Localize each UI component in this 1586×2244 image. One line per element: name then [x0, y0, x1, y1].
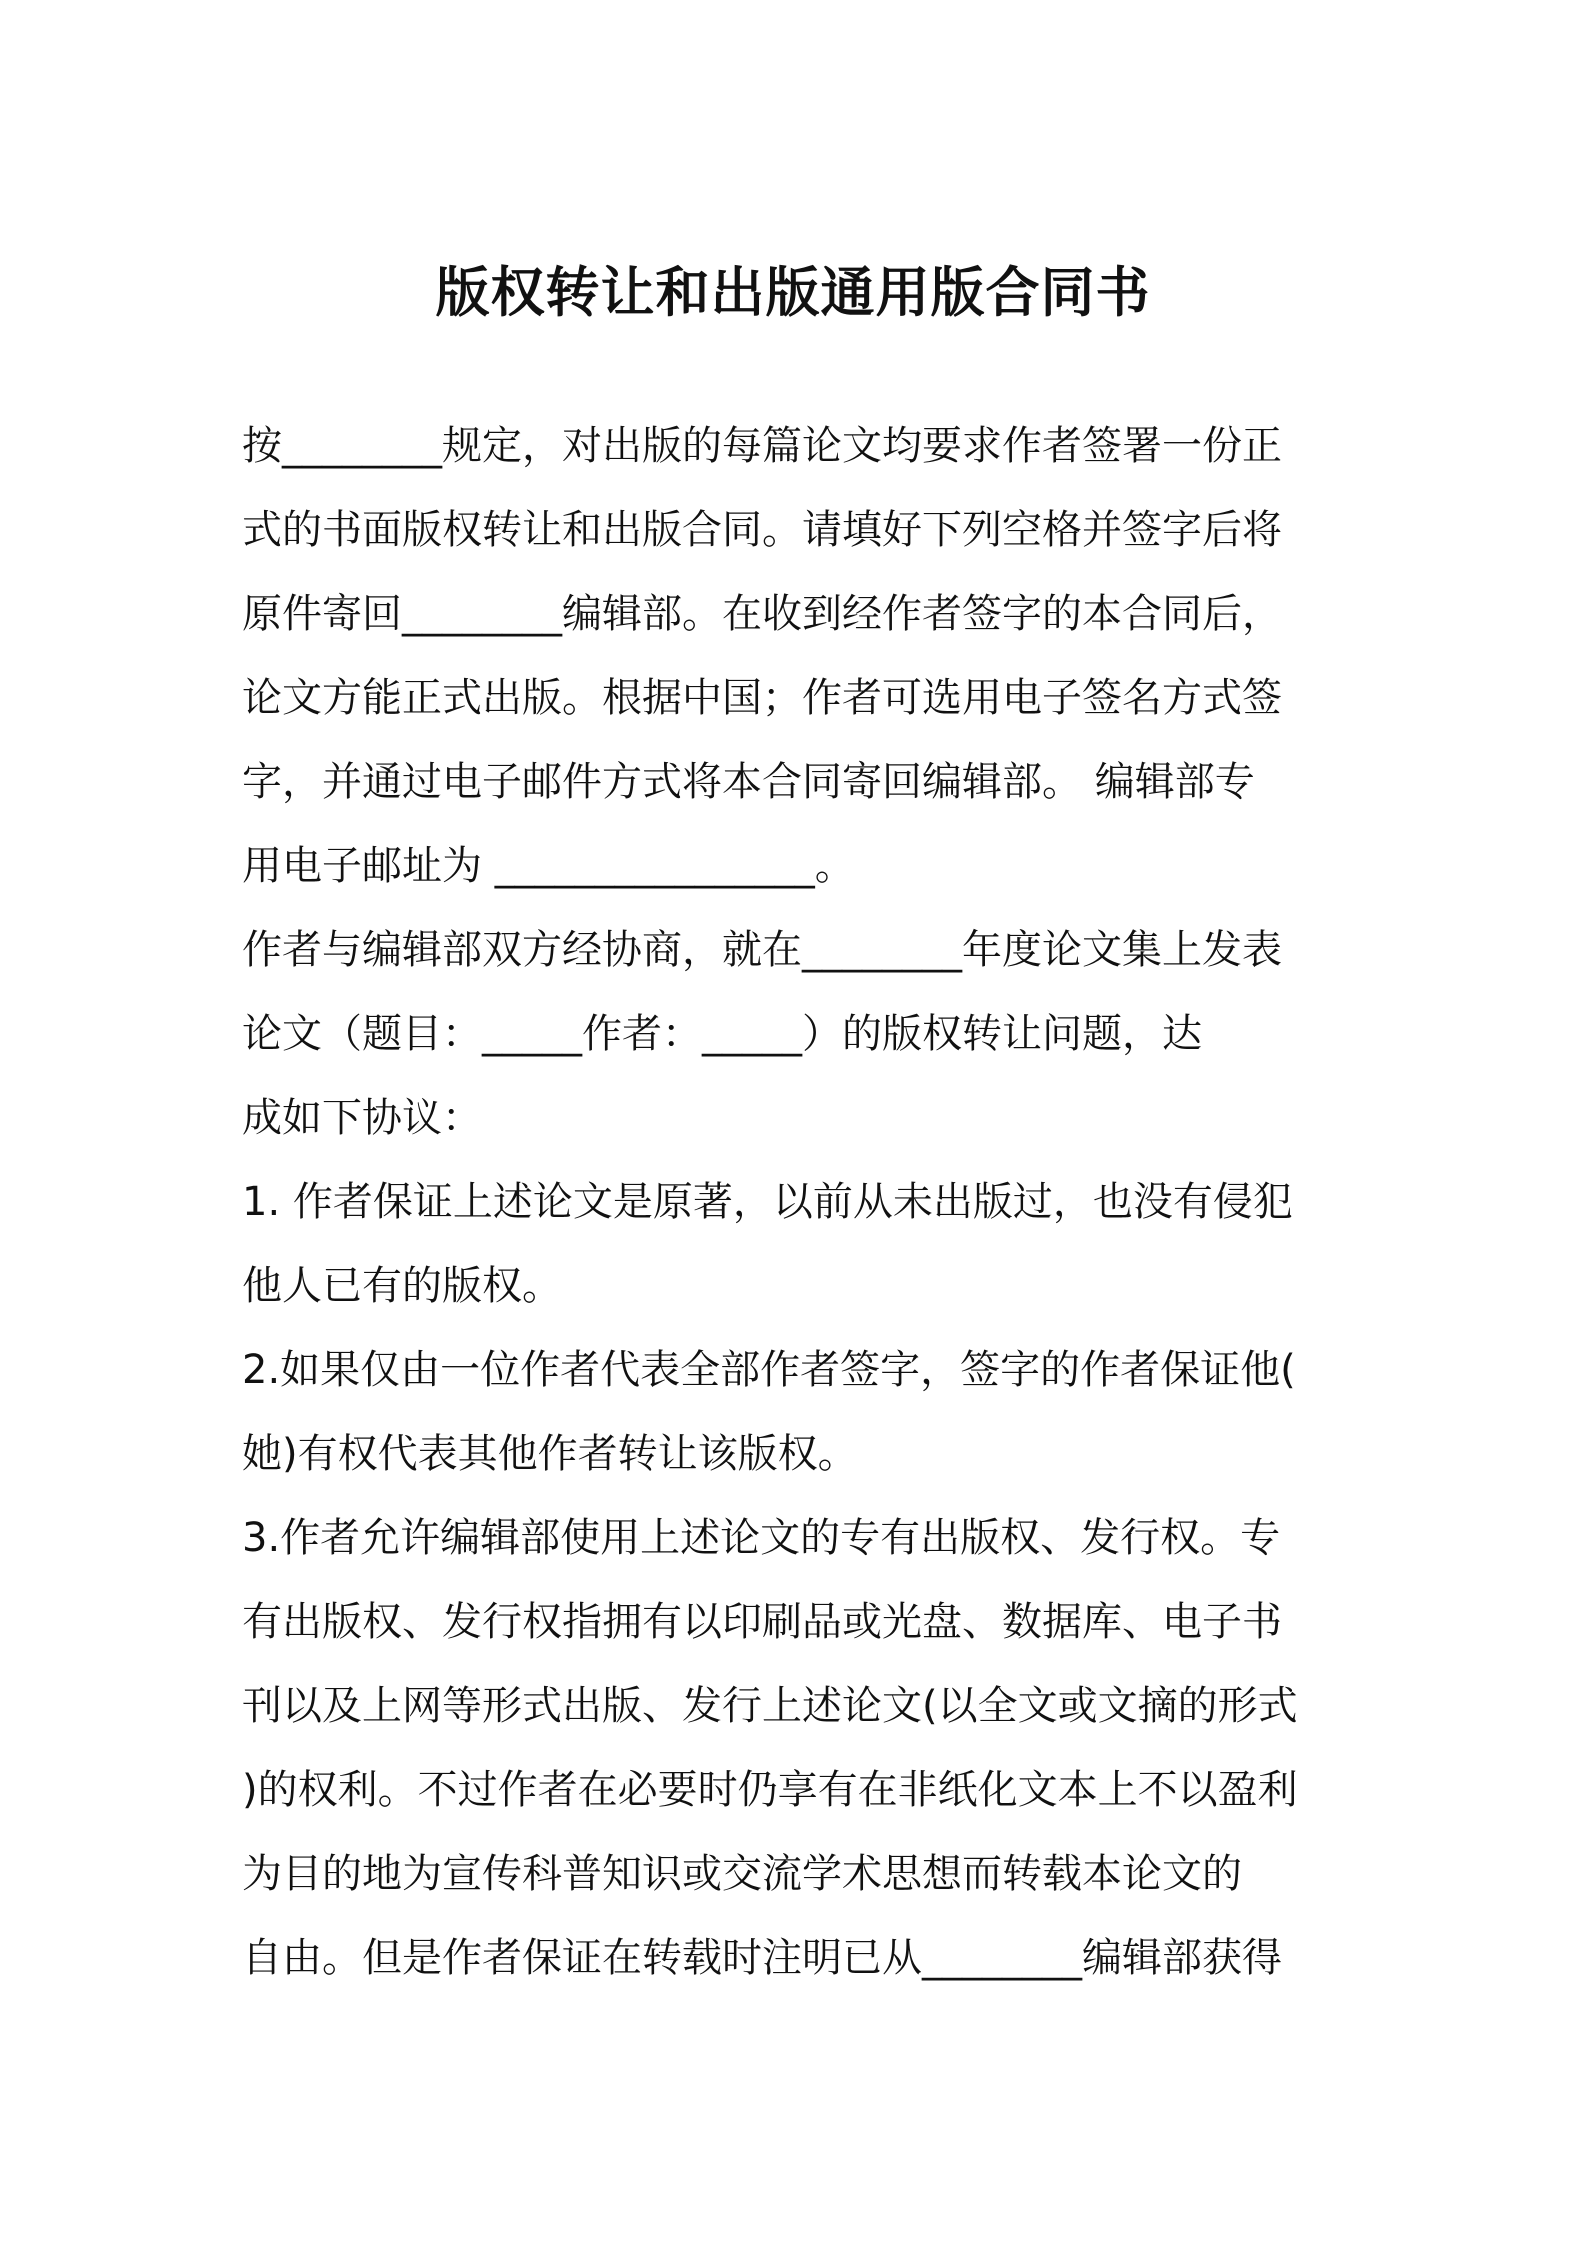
body-line: 她)有权代表其他作者转让该版权。 — [242, 1431, 858, 1477]
body-line: 式的书面版权转让和出版合同。请填好下列空格并签字后将 — [242, 507, 1282, 553]
body-line: 为目的地为宣传科普知识或交流学术思想而转载本论文的 — [242, 1851, 1242, 1897]
body-line: 论文（题目：_____作者：_____）的版权转让问题，达 — [242, 1011, 1202, 1057]
body-line: 按________规定，对出版的每篇论文均要求作者签署一份正 — [242, 423, 1282, 469]
body-line: 用电子邮址为 ________________。 — [242, 843, 855, 889]
body-line: 自由。但是作者保证在转载时注明已从________编辑部获得 — [242, 1935, 1282, 1981]
body-line: 刊以及上网等形式出版、发行上述论文(以全文或文摘的形式 — [242, 1683, 1298, 1729]
body-line: 原件寄回________编辑部。在收到经作者签字的本合同后， — [242, 591, 1282, 637]
body-line: 作者与编辑部双方经协商，就在________年度论文集上发表 — [242, 927, 1282, 973]
body-line: 成如下协议： — [242, 1095, 482, 1141]
body-line: 3.作者允许编辑部使用上述论文的专有出版权、发行权。专 — [242, 1515, 1281, 1561]
document-body — [242, 404, 1362, 2000]
body-line: 字，并通过电子邮件方式将本合同寄回编辑部。 编辑部专 — [242, 759, 1255, 805]
document-title: 版权转让和出版通用版合同书 — [435, 261, 1151, 324]
body-line: 他人已有的版权。 — [242, 1263, 562, 1309]
body-line: 有出版权、发行权指拥有以印刷品或光盘、数据库、电子书 — [242, 1599, 1282, 1645]
body-line: 1. 作者保证上述论文是原著，以前从未出版过，也没有侵犯 — [242, 1179, 1293, 1225]
body-line: 论文方能正式出版。根据中国；作者可选用电子签名方式签 — [242, 675, 1282, 721]
body-line: 2.如果仅由一位作者代表全部作者签字，签字的作者保证他( — [242, 1347, 1296, 1393]
body-line: )的权利。不过作者在必要时仍享有在非纸化文本上不以盈利 — [242, 1767, 1298, 1813]
